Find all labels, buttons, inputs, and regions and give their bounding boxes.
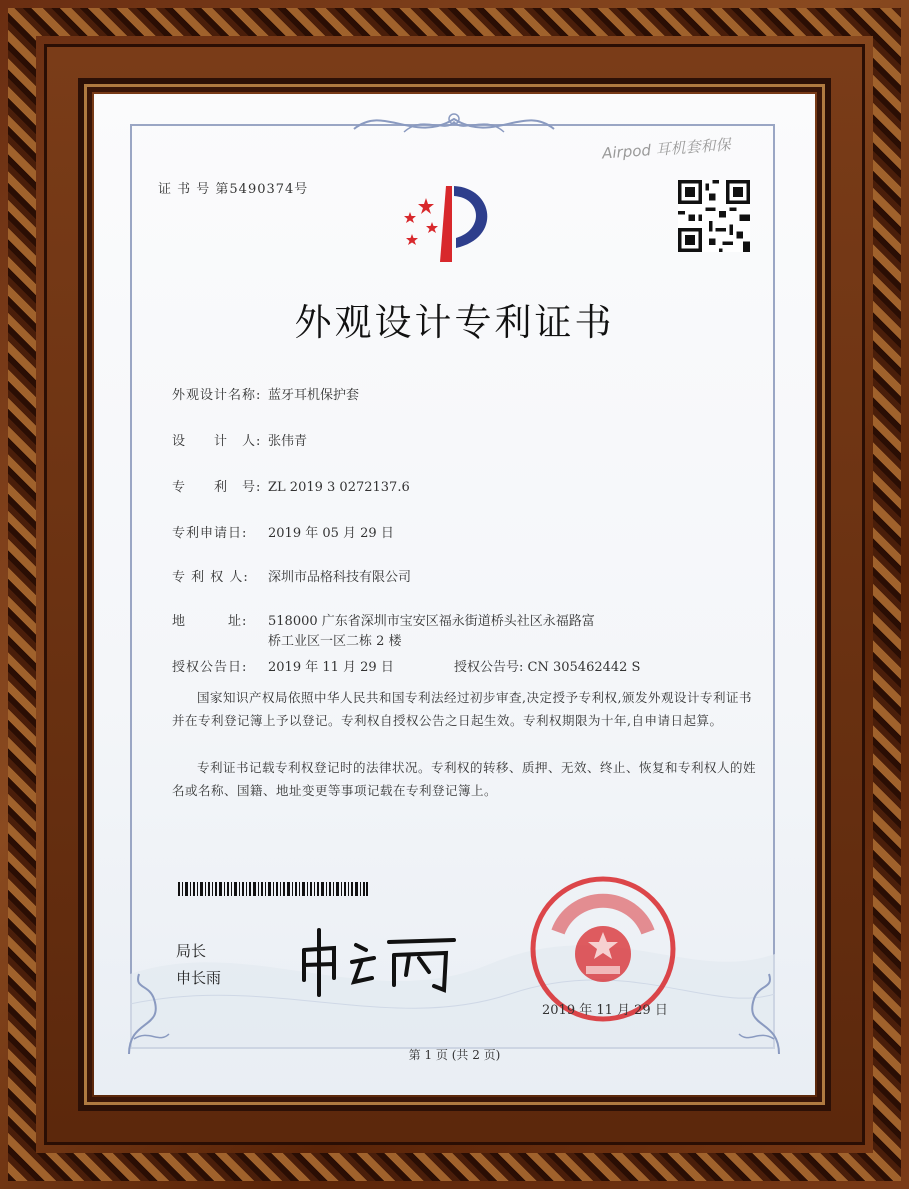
- certificate-title: 外观设计专利证书: [294, 301, 615, 344]
- filing-date-value: 2019 年 05 月 29 日: [268, 526, 394, 541]
- barcode-icon: [178, 882, 368, 896]
- design-name-value: 蓝牙耳机保护套: [268, 388, 360, 403]
- patent-number-label: 专 利 号:: [172, 480, 262, 495]
- top-ornament-icon: [344, 104, 564, 144]
- designer-value: 张伟青: [268, 434, 308, 449]
- address-line-1: 518000 广东省深圳市宝安区福永街道桥头社区永福路富: [268, 614, 595, 629]
- grant-date-label: 授权公告日:: [172, 660, 248, 675]
- legal-status-paragraph: 专利证书记载专利权登记时的法律状况。专利权的转移、质押、无效、终止、恢复和专利权人的姓名或名称、国籍、地址变更等事项记载在专利登记簿上。: [172, 760, 757, 798]
- page-number: 第 1 页 (共 2 页): [408, 1048, 501, 1062]
- patent-number-row: [172, 476, 410, 495]
- design-name-row: [172, 384, 359, 403]
- seal-date: 2019 年 11 月 29 日: [542, 1003, 668, 1018]
- patentee-label: 专 利 权 人:: [172, 570, 249, 585]
- patentee-row: [172, 566, 411, 585]
- cnipa-logo-icon: [394, 178, 514, 264]
- grant-date-row: [172, 656, 394, 675]
- designer-label: 设 计 人:: [172, 434, 262, 449]
- certificate-paper: [94, 94, 815, 1095]
- grant-publication-number: [454, 656, 640, 675]
- patent-number-value: ZL 2019 3 0272137.6: [268, 480, 410, 495]
- grant-statement-paragraph: 国家知识产权局依照中华人民共和国专利法经过初步审查,决定授予专利权,颁发外观设计专利证书并在专利登记簿上予以登记。专利权自授权公告之日起生效。专利权期限为十年,自申请日起算。: [172, 690, 752, 728]
- qr-code-icon: [678, 180, 750, 252]
- design-name-label: 外观设计名称:: [172, 388, 262, 403]
- address-label: 地 址:: [172, 614, 248, 629]
- filing-date-label: 专利申请日:: [172, 526, 248, 541]
- designer-row: [172, 430, 307, 449]
- address-line-2: 桥工业区一区二栋 2 楼: [268, 634, 402, 649]
- director-signature: [294, 920, 464, 1000]
- grant-date-value: 2019 年 11 月 29 日: [268, 660, 394, 675]
- director-name: 申长雨: [176, 969, 222, 987]
- certificate-number: 证 书 号 第5490374号: [158, 182, 309, 197]
- handwritten-note: Airpod 耳机套和保: [601, 135, 732, 163]
- grant-pub-no-label: 授权公告号:: [454, 660, 524, 675]
- patentee-value: 深圳市品格科技有限公司: [268, 570, 412, 585]
- grant-pub-no-value: CN 305462442 S: [527, 660, 641, 675]
- director-title: 局长: [176, 942, 207, 960]
- filing-date-row: [172, 522, 394, 541]
- address-row: [172, 610, 595, 629]
